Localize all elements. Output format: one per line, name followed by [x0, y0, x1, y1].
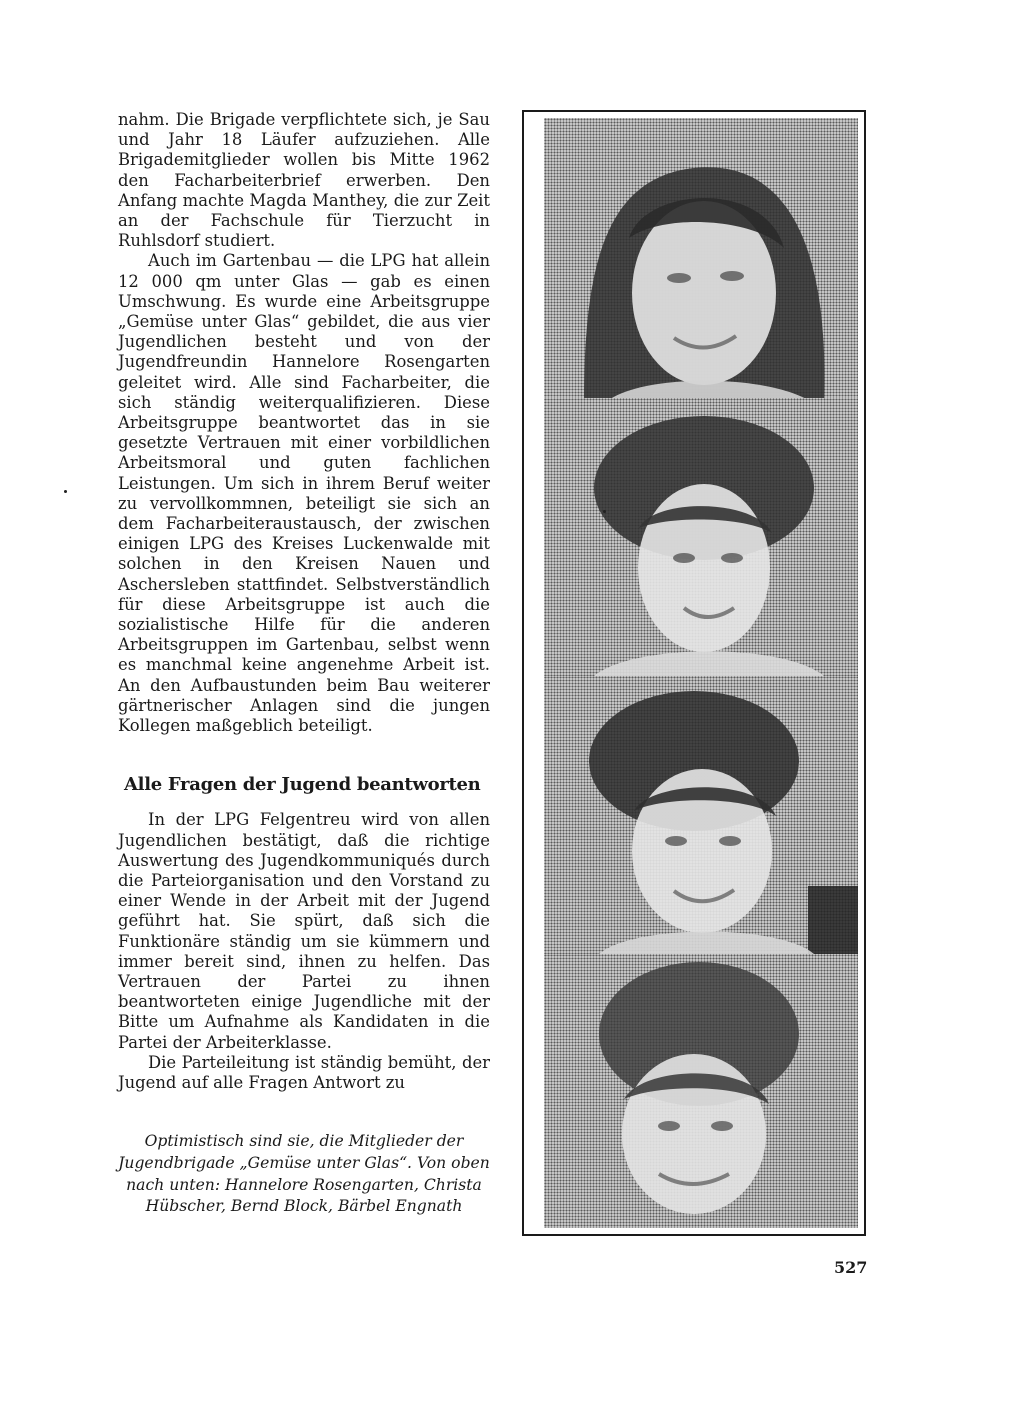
article-paragraph: Die Parteileitung ist ständig bemüht, der Jugend auf alle Fragen Antwort zu	[118, 1052, 490, 1092]
print-speck	[603, 510, 606, 513]
article-column	[118, 110, 490, 1093]
portrait-image	[544, 676, 858, 954]
photo-caption: Optimistisch sind sie, die Mitglieder der Jugendbrigade „Gemüse unter Glas“. Von oben nach unten: Hannelore Rosengarten, Christa Hübscher, Bernd Block, Bärbel Engnath	[118, 1132, 490, 1216]
portrait-photo	[544, 398, 858, 676]
portrait-photo	[544, 118, 858, 404]
portrait-photo	[544, 954, 858, 1228]
page-number: 527	[834, 1258, 868, 1277]
portrait-image	[544, 398, 858, 676]
article-paragraph: nahm. Die Brigade verpflichtete sich, je Sau und Jahr 18 Läufer aufzuziehen. Alle Brigademitglieder wollen bis Mitte 1962 den Facharbeiterbrief erwerben. Den Anfang machte Magda Manthey, die zur Zeit an der Fachschule für Tierzucht in Ruhlsdorf studiert.	[118, 110, 490, 251]
article-paragraph: In der LPG Felgentreu wird von allen Jugendlichen bestätigt, daß die richtige Auswertung des Jugendkommuniqués durch die Parteiorganisation und den Vorstand zu einer Wende in der Arbeit mit der Jugend geführt hat. Sie spürt, daß sich die Funktionäre ständig um sie kümmern und immer bereit sind, ihnen zu helfen. Das Vertrauen der Partei zu ihnen beantworteten einige Jugendliche mit der Bitte um Aufnahme als Kandidaten in die Partei der Arbeiterklasse.	[118, 810, 490, 1052]
section-heading: Alle Fragen der Jugend beantworten	[124, 774, 481, 796]
portrait-photo	[544, 676, 858, 954]
print-speck	[64, 490, 67, 493]
portrait-image	[544, 118, 858, 404]
photo-strip	[522, 110, 866, 1236]
portrait-image	[544, 954, 858, 1228]
article-paragraph: Auch im Gartenbau — die LPG hat allein 12 000 qm unter Glas — gab es einen Umschwung. Es wurde eine Arbeitsgruppe „Gemüse unter Glas“ gebildet, die aus vier Jugendlichen besteht und von der Jugendfreundin Hannelore Rosengarten geleitet wird. Alle sind Facharbeiter, die sich ständig weiterqualifizieren. Diese Arbeitsgruppe beantwortet das in sie gesetzte Vertrauen mit einer vorbildlichen Arbeitsmoral und guten fachlichen Leistungen. Um sich in ihrem Beruf weiter zu vervollkommnen, beteiligt sie sich an dem Facharbeiteraustausch, der zwischen einigen LPG des Kreises Luckenwalde mit solchen in den Kreisen Nauen und Aschersleben stattfindet. Selbstverständlich für diese Arbeitsgruppe ist auch die sozialistische Hilfe für die anderen Arbeitsgruppen im Gartenbau, selbst wenn es manchmal keine angenehme Arbeit ist. An den Aufbaustunden beim Bau weiterer gärtnerischer Anlagen sind die jungen Kollegen maßgeblich beteiligt.	[118, 251, 490, 736]
